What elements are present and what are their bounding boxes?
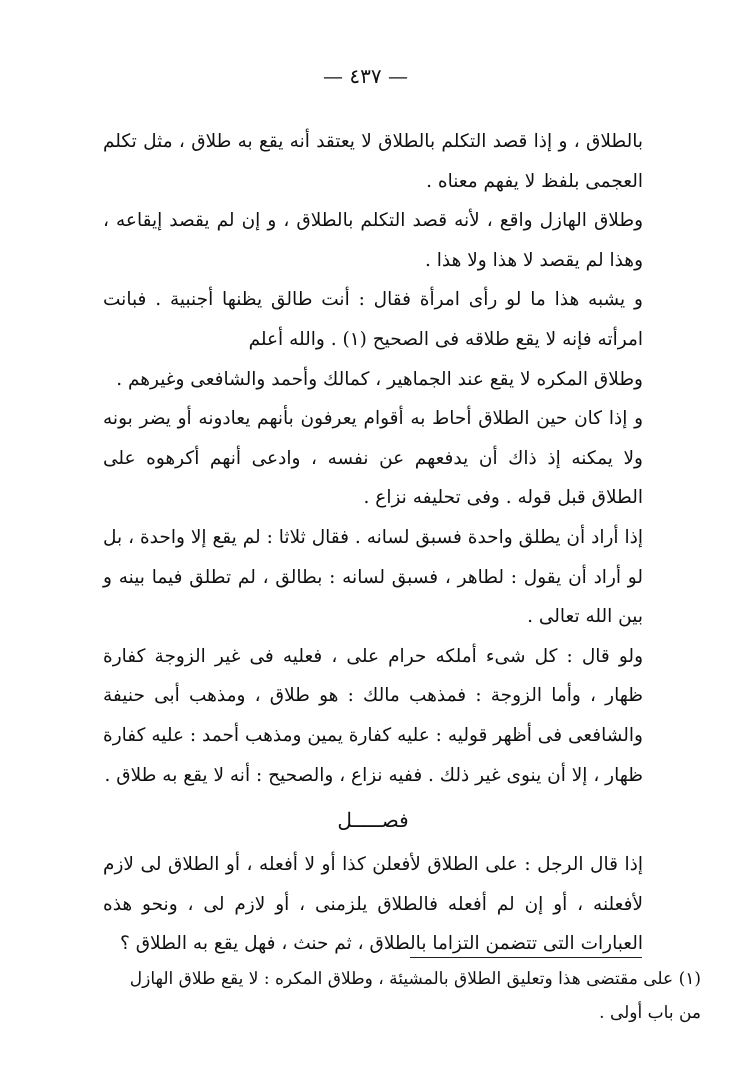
page-number: — ٤٣٧ —: [323, 64, 408, 88]
paragraph-4: وطلاق المكره لا يقع عند الجماهير ، كمالك وأحمد والشافعى وغيرهم .: [116, 368, 643, 390]
section-paragraph: إذا قال الرجل : على الطلاق لأفعلن كذا أو لا أفعله ، أو الطلاق لى لازم لأفعلنه ، أو إن لم أفعله فالطلاق يلزمنى ، أو لازم لى ، ونحو هذه العبارات التى تتضمن التزاما بالطلاق ، ثم حنث ، فهل يقع به الطلاق ؟: [103, 854, 643, 955]
paragraph-6: إذا أراد أن يطلق واحدة فسبق لسانه . فقال ثلاثا : لم يقع إلا واحدة ، بل لو أراد أن يقول : لطاهر ، فسبق لسانه : بطالق ، لم تطلق فيما بينه و بين الله تعالى .: [103, 526, 643, 628]
main-text: [103, 122, 643, 964]
paragraph-5: و إذا كان حين الطلاق أحاط به أقوام يعرفون بأنهم يعادونه أو يضر بونه ولا يمكنه إذ ذاك أن يدفعهم عن نفسه ، وادعى أنهم أكرهوه على الطلاق قبل قوله . وفى تحليفه نزاع .: [103, 408, 643, 509]
footnote-divider: [410, 957, 642, 958]
paragraph-1: بالطلاق ، و إذا قصد التكلم بالطلاق لا يعتقد أنه يقع به طلاق ، مثل تكلم العجمى بلفظ لا يفهم معناه .: [103, 131, 643, 192]
paragraph-7: ولو قال : كل شىء أملكه حرام على ، فعليه فى غير الزوجة كفارة ظهار ، وأما الزوجة : فمذهب مالك : هو طلاق ، ومذهب أبى حنيفة والشافعى فى أظهر قوليه : عليه كفارة يمين ومذهب أحمد : عليه كفارة ظهار ، إلا أن ينوى غير ذلك . ففيه نزاع ، والصحيح : أنه لا يقع به طلاق .: [103, 645, 643, 786]
paragraph-2: وطلاق الهازل واقع ، لأنه قصد التكلم بالطلاق ، و إن لم يقصد إيقاعه ، وهذا لم يقصد لا هذا ولا هذا .: [103, 210, 643, 271]
footnote: (١) على مقتضى هذا وتعليق الطلاق بالمشيئة ، وطلاق المكره : لا يقع طلاق الهازل من باب أولى .: [129, 969, 701, 1023]
section-heading: فصـــــل: [337, 808, 409, 833]
paragraph-3: و يشبه هذا ما لو رأى امرأة فقال : أنت طالق يظنها أجنبية . فبانت امرأته فإنه لا يقع طلاقه فى الصحيح (١) . والله أعلم: [103, 289, 643, 350]
